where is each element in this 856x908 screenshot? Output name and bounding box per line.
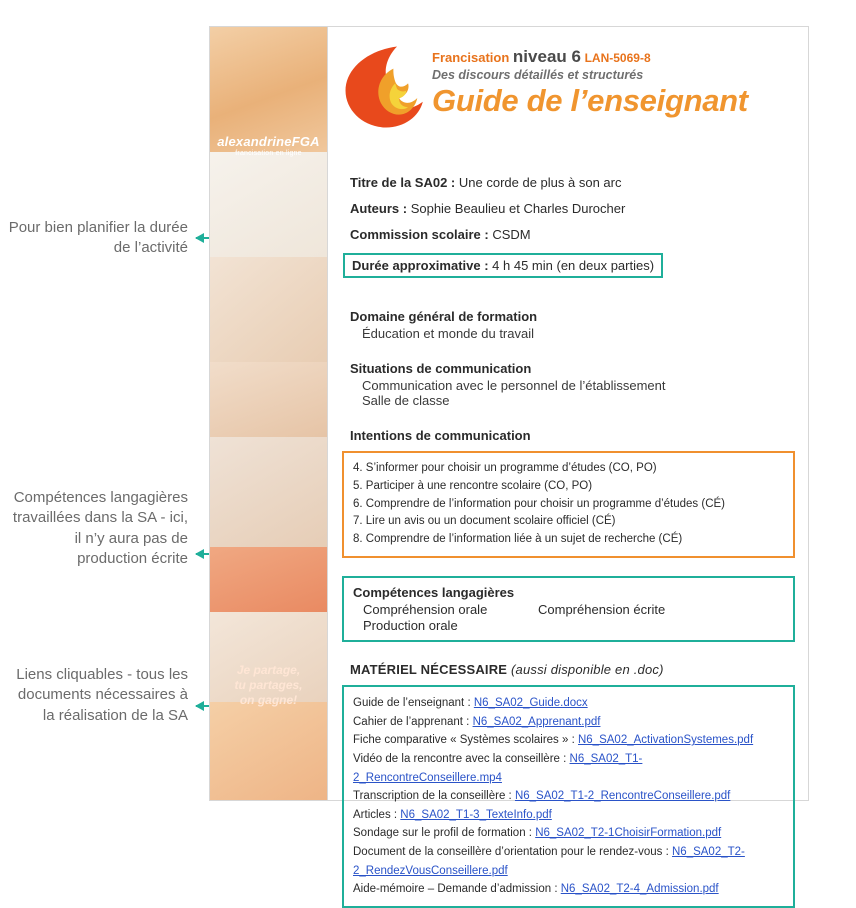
- meta-row-duree: [350, 253, 809, 278]
- materiel-row-apprenant: [353, 713, 784, 732]
- page-title: Guide de l’enseignant: [432, 83, 748, 118]
- section-situations-item-1: Communication avec le personnel de l’établissement: [362, 378, 666, 393]
- meta-label-titre: Titre de la SA02 :: [350, 175, 456, 190]
- meta-value-auteurs: Sophie Beaulieu et Charles Durocher: [410, 201, 626, 216]
- meta-row-commission: [350, 227, 809, 242]
- meta-row-auteurs: [350, 201, 809, 216]
- materiel-label-fiche: Fiche comparative « Systèmes scolaires » :: [353, 734, 578, 747]
- competence-production-orale: Production orale: [363, 618, 458, 634]
- competences-title: Compétences langagières: [353, 585, 515, 601]
- materiel-links-box: [342, 685, 795, 908]
- materiel-label-apprenant: Cahier de l’apprenant :: [353, 715, 473, 728]
- meta-block: [350, 175, 809, 278]
- meta-value-duree: 4 h 45 min (en deux parties): [492, 258, 655, 273]
- materiel-heading-text: MATÉRIEL NÉCESSAIRE: [350, 662, 508, 678]
- section-domaine: [350, 309, 809, 341]
- materiel-row-conseillere: [353, 843, 784, 880]
- brand-logo-subtitle: francisation en ligne: [235, 149, 302, 157]
- photo-strip: [210, 27, 327, 800]
- strip-photo-5: [210, 437, 327, 547]
- competence-comprehension-orale: Compréhension orale: [363, 602, 488, 618]
- materiel-label-sondage: Sondage sur le profil de formation :: [353, 827, 536, 840]
- materiel-row-fiche: [353, 731, 784, 750]
- annotation-duration: Pour bien planifier la durée de l’activité: [8, 219, 188, 257]
- materiel-link-video[interactable]: N6_SA02_T1-2_RencontreConseillere.mp4: [353, 752, 643, 784]
- intentions-item-6: 6. Comprendre de l’information pour choisir un programme d’études (CÉ): [353, 497, 726, 510]
- materiel-label-conseillere: Document de la conseillère d’orientation pour le rendez-vous :: [353, 846, 672, 859]
- competences-box: [342, 576, 795, 642]
- header-francisation: Francisation: [432, 50, 510, 65]
- materiel-link-sondage[interactable]: N6_SA02_T2-1ChoisirFormation.pdf: [535, 827, 722, 840]
- brand-logo-title: alexandrineFGA: [217, 134, 320, 149]
- annotation-competences: Compétences langagières travaillées dans la SA - ici, il n’y aura pas de production écrite: [12, 489, 188, 567]
- meta-value-titre: Une corde de plus à son arc: [458, 175, 622, 190]
- intentions-item-7: 7. Lire un avis ou un document scolaire officiel (CÉ): [353, 515, 616, 528]
- section-domaine-item: Éducation et monde du travail: [362, 326, 534, 341]
- materiel-row-sondage: [353, 824, 784, 843]
- section-intentions-title: Intentions de communication: [350, 428, 531, 443]
- strip-photo-4: [210, 362, 327, 437]
- materiel-link-apprenant[interactable]: N6_SA02_Apprenant.pdf: [472, 715, 601, 728]
- materiel-row-admission: [353, 880, 784, 899]
- competence-empty-slot: [538, 618, 784, 633]
- section-situations: [350, 361, 809, 408]
- materiel-link-transcription[interactable]: N6_SA02_T1-2_RencontreConseillere.pdf: [514, 790, 731, 803]
- materiel-link-conseillere[interactable]: N6_SA02_T2-2_RendezVousConseillere.pdf: [353, 846, 745, 877]
- meta-label-duree: Durée approximative :: [352, 258, 489, 273]
- header-subtitle: Des discours détaillés et structurés: [432, 68, 644, 82]
- materiel-row-guide: [353, 694, 784, 713]
- header-code: LAN-5069-8: [584, 51, 651, 65]
- materiel-link-guide[interactable]: N6_SA02_Guide.docx: [473, 697, 588, 710]
- materiel-label-transcription: Transcription de la conseillère :: [353, 790, 515, 803]
- flame-logo-icon: [340, 41, 432, 133]
- annotation-links: Liens cliquables - tous les documents nécessaires à la réalisation de la SA: [16, 666, 188, 724]
- header-text-block: [432, 47, 804, 119]
- materiel-row-video: [353, 750, 784, 787]
- meta-label-auteurs: Auteurs :: [350, 201, 408, 216]
- brand-logo: [210, 135, 327, 158]
- section-situations-item-2: Salle de classe: [362, 393, 450, 408]
- meta-row-titre: [350, 175, 809, 190]
- header-niveau: niveau 6: [512, 47, 581, 66]
- strip-photo-6: [210, 547, 327, 612]
- strip-photo-2: [210, 149, 327, 257]
- strip-photo-3: [210, 257, 327, 362]
- materiel-label-articles: Articles :: [353, 808, 401, 821]
- section-situations-title: Situations de communication: [350, 361, 532, 376]
- competence-comprehension-ecrite: Compréhension écrite: [538, 602, 666, 618]
- header-level-line: [432, 47, 804, 67]
- duration-highlight-box: [343, 253, 663, 278]
- document-header: [328, 27, 809, 139]
- intentions-box: [342, 451, 795, 558]
- intentions-item-4: 4. S’informer pour choisir un programme d’études (CO, PO): [353, 462, 657, 474]
- section-intentions: [350, 428, 809, 443]
- intentions-item-5: 5. Participer à une rencontre scolaire (CO, PO): [353, 479, 593, 492]
- materiel-label-video: Vidéo de la rencontre avec la conseillère :: [353, 752, 570, 765]
- meta-value-commission: CSDM: [492, 227, 531, 242]
- materiel-row-articles: [353, 806, 784, 825]
- section-domaine-title: Domaine général de formation: [350, 309, 538, 324]
- competences-grid: [363, 602, 784, 633]
- materiel-link-articles[interactable]: N6_SA02_T1-3_TexteInfo.pdf: [400, 808, 552, 821]
- meta-label-commission: Commission scolaire :: [350, 227, 489, 242]
- materiel-row-transcription: [353, 787, 784, 806]
- materiel-link-admission[interactable]: N6_SA02_T2-4_Admission.pdf: [560, 883, 719, 896]
- document-page: [209, 26, 809, 896]
- document-content: [328, 27, 809, 896]
- materiel-label-admission: Aide-mémoire – Demande d’admission :: [353, 883, 561, 896]
- strip-photo-8: [210, 702, 327, 800]
- intentions-item-8: 8. Comprendre de l’information liée à un sujet de recherche (CÉ): [353, 533, 683, 546]
- materiel-link-fiche[interactable]: N6_SA02_ActivationSystemes.pdf: [577, 734, 754, 747]
- materiel-label-guide: Guide de l’enseignant :: [353, 697, 474, 710]
- materiel-heading: [350, 662, 809, 677]
- brand-slogan: Je partage, tu partages, on gagne!: [234, 663, 303, 707]
- materiel-heading-note: (aussi disponible en .doc): [511, 662, 664, 678]
